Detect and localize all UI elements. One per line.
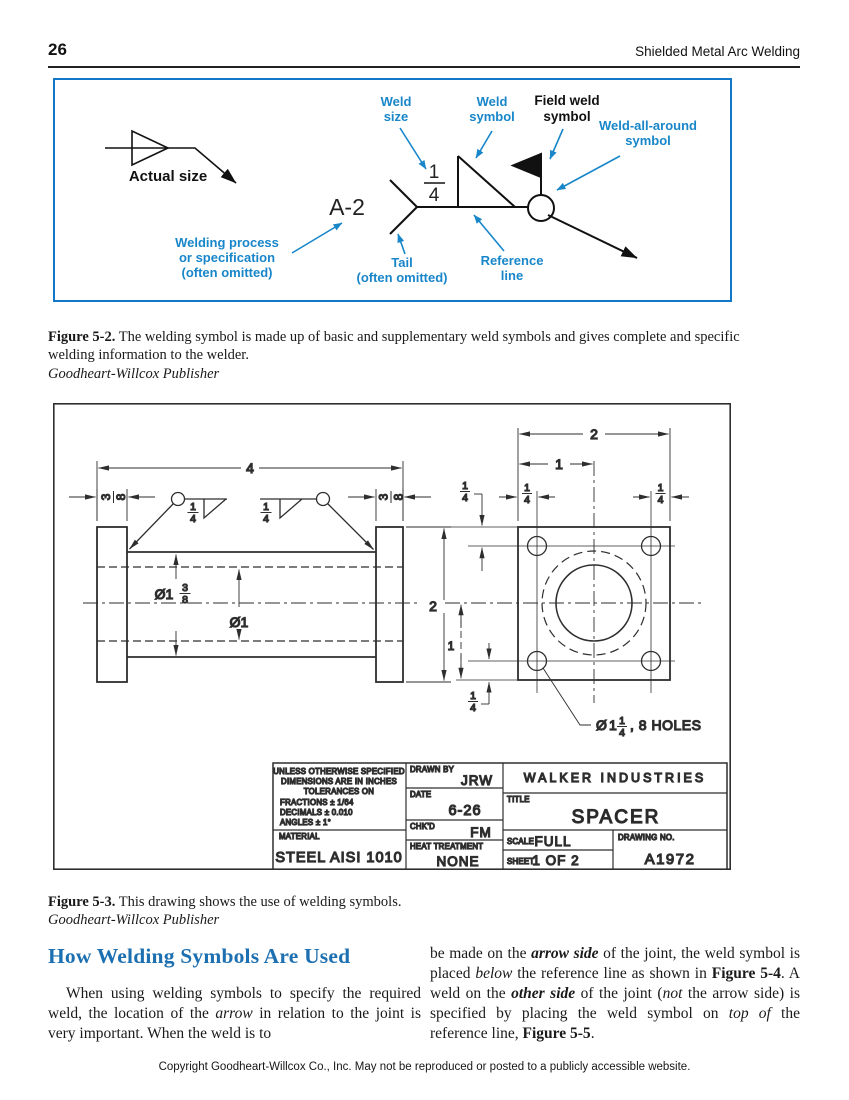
weld-size-right <box>261 501 272 525</box>
field-weld-label: Field weld <box>534 93 600 108</box>
svg-text:4: 4 <box>619 727 625 739</box>
svg-text:ANGLES ± 1°: ANGLES ± 1° <box>280 818 331 827</box>
svg-text:4: 4 <box>657 494 664 506</box>
figure-5-2-box <box>53 78 732 302</box>
svg-text:FRACTIONS ± 1/64: FRACTIONS ± 1/64 <box>280 798 354 807</box>
svg-text:1: 1 <box>470 690 476 702</box>
figure-5-2-caption: Figure 5-2. The welding symbol is made up of basic and supplementary weld symbols and gives complete and specific welding information to the welder. Goodheart-Willcox Publisher <box>48 328 754 384</box>
svg-text:1: 1 <box>462 480 468 492</box>
frac-quarter-topright <box>656 482 666 506</box>
drawn-by-label: DRAWN BY <box>410 765 455 774</box>
svg-text:, 8 HOLES: , 8 HOLES <box>630 717 702 733</box>
svg-text:(often omitted): (often omitted) <box>181 265 273 280</box>
svg-text:3: 3 <box>376 493 391 501</box>
sheet-label: SHEET <box>507 857 535 866</box>
frac-quarter-bottom <box>468 690 478 714</box>
arrow-line <box>548 215 637 258</box>
svg-text:1: 1 <box>428 162 440 183</box>
svg-text:Ø: Ø <box>596 717 608 733</box>
svg-text:4: 4 <box>428 185 440 206</box>
copyright-footer: Copyright Goodheart-Willcox Co., Inc. May not be reproduced or posted to a publicly accessible website. <box>158 1061 691 1073</box>
chkd-label: CHK'D <box>410 822 436 831</box>
weld-all-around-label: Weld-all-around <box>599 118 697 133</box>
tolerance-note: UNLESS OTHERWISE SPECIFIED <box>273 767 405 776</box>
heat-treatment-label: HEAT TREATMENT <box>410 842 484 851</box>
heat-treatment-value: NONE <box>436 854 480 869</box>
svg-text:3: 3 <box>182 582 188 594</box>
scale-value: FULL <box>534 834 572 849</box>
page-number: 26 <box>48 40 67 59</box>
scale-label: SCALE <box>507 837 535 846</box>
svg-text:TOLERANCES ON: TOLERANCES ON <box>303 787 375 796</box>
figure-5-2-credit: Goodheart-Willcox Publisher <box>48 365 220 382</box>
process-spec-text: A-2 <box>329 194 365 220</box>
title-value: SPACER <box>571 807 661 828</box>
text-column-left <box>48 984 421 1044</box>
svg-text:line: line <box>500 268 524 283</box>
title-label: TITLE <box>507 795 530 804</box>
drawing-no-label: DRAWING NO. <box>618 833 675 842</box>
svg-text:4: 4 <box>263 513 269 525</box>
dia-tube-id: Ø1 <box>229 614 249 630</box>
dim-hole-offset-vert <box>474 494 482 571</box>
welding-symbol <box>390 154 637 258</box>
svg-text:(often omitted): (often omitted) <box>356 270 448 285</box>
svg-text:1: 1 <box>619 715 625 727</box>
dim-2-side: 2 <box>429 598 437 614</box>
svg-text:4: 4 <box>462 492 468 504</box>
end-view <box>445 461 705 703</box>
svg-text:size: size <box>383 109 409 124</box>
svg-text:1: 1 <box>657 482 664 494</box>
actual-size-label: Actual size <box>128 168 208 185</box>
dim-1-left: 1 <box>447 639 455 653</box>
weld-size-left <box>188 501 199 525</box>
figure-border <box>54 404 730 869</box>
weld-symbol-label: Weld <box>476 94 508 109</box>
tail-label: Tail <box>391 255 413 270</box>
svg-text:DECIMALS ± 0.010: DECIMALS ± 0.010 <box>280 808 353 817</box>
svg-text:1: 1 <box>524 482 530 494</box>
sheet-value: 1 OF 2 <box>532 853 580 868</box>
weld-size-fraction <box>424 162 445 206</box>
date-value: 6-26 <box>448 803 482 819</box>
svg-text:1: 1 <box>190 501 196 513</box>
paragraph: When using welding symbols to specify the required weld, the location of the arrow in relation to the joint is very important. When the weld is to <box>48 985 421 1042</box>
svg-text:8: 8 <box>391 493 406 501</box>
svg-text:DIMENSIONS ARE IN INCHES: DIMENSIONS ARE IN INCHES <box>281 777 397 786</box>
drawn-by-value: JRW <box>461 773 493 788</box>
svg-text:8: 8 <box>182 594 188 606</box>
side-view <box>83 527 417 682</box>
holes-leader <box>543 668 591 725</box>
svg-text:4: 4 <box>524 494 530 506</box>
title-block-text <box>273 765 706 869</box>
svg-text:4: 4 <box>190 513 196 525</box>
dim-2-end: 2 <box>590 426 598 442</box>
process-label: Welding process <box>175 235 279 250</box>
weld-size-label: Weld <box>380 94 412 109</box>
date-label: DATE <box>410 790 432 799</box>
dim-4: 4 <box>246 460 254 476</box>
callout-arrows <box>292 128 620 254</box>
material-value: STEEL AISI 1010 <box>275 850 403 866</box>
dim-1-end: 1 <box>555 456 563 472</box>
svg-text:symbol: symbol <box>625 133 671 148</box>
weld-symbol-left <box>130 493 228 550</box>
frac-3-8-right <box>377 491 406 503</box>
company-name: WALKER INDUSTRIES <box>523 771 707 785</box>
frac-tube-od <box>180 582 191 606</box>
svg-text:8: 8 <box>114 493 128 501</box>
holes-callout <box>596 715 701 739</box>
svg-text:4: 4 <box>470 702 476 714</box>
svg-text:1: 1 <box>263 501 269 513</box>
svg-text:or specification: or specification <box>178 250 276 265</box>
weld-symbol-right <box>260 493 374 550</box>
chkd-value: FM <box>470 825 492 840</box>
header-rule <box>48 66 800 68</box>
frac-quarter-left <box>460 480 470 504</box>
section-heading: How Welding Symbols Are Used <box>48 944 351 968</box>
running-head: Shielded Metal Arc Welding <box>635 44 800 59</box>
material-label: MATERIAL <box>279 832 320 841</box>
paragraph: be made on the arrow side of the joint, the weld symbol is placed below the reference line as shown in Figure 5-4. A weld on the other side of the joint (not the arrow side) is specified by placing the weld symbol on top of the reference line, Figure 5-5. <box>430 945 800 1042</box>
figure-5-3-credit: Goodheart-Willcox Publisher <box>48 912 220 928</box>
frac-quarter-topleft <box>522 482 532 506</box>
field-weld-flag <box>513 154 541 177</box>
dim-hole-offset-bottom <box>481 643 489 704</box>
svg-text:symbol: symbol <box>469 109 515 124</box>
drawing-no-value: A1972 <box>644 851 696 868</box>
text-column-right <box>430 944 800 1044</box>
frac-3-8-left <box>99 491 128 503</box>
svg-text:1: 1 <box>609 717 618 733</box>
dia-tube-od: Ø1 <box>154 586 174 602</box>
figure-5-3-caption: Figure 5-3. This drawing shows the use of welding symbols. Goodheart-Willcox Publisher <box>48 893 754 930</box>
figure-5-3-box <box>53 403 731 870</box>
reference-line-label: Reference <box>480 253 544 268</box>
svg-text:3: 3 <box>99 493 113 501</box>
spacer-drawing <box>53 403 731 870</box>
svg-text:symbol: symbol <box>543 109 591 124</box>
welding-symbol-diagram <box>55 80 730 300</box>
